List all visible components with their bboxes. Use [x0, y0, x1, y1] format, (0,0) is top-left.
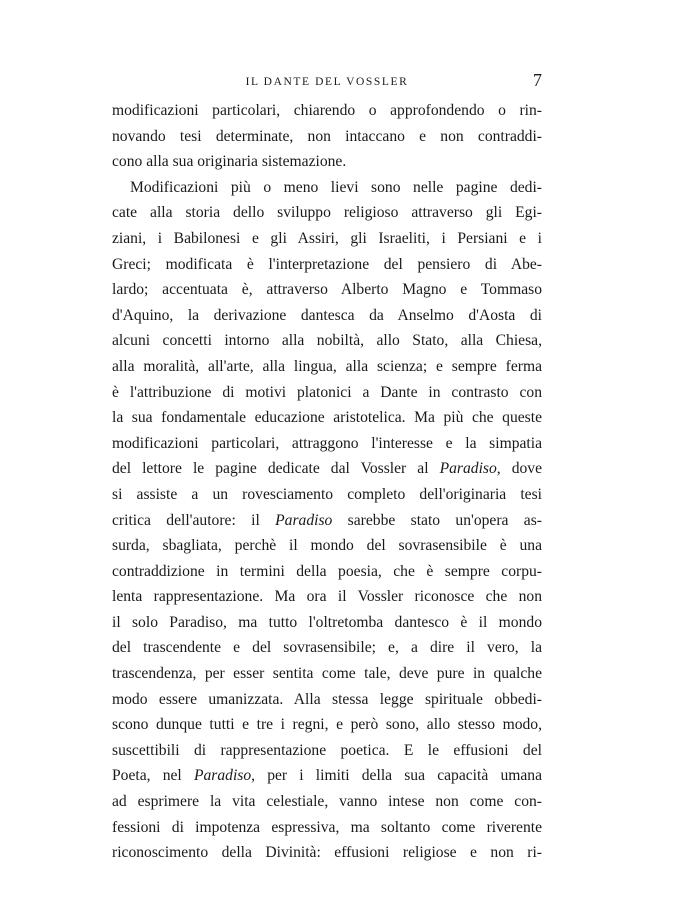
- text-segment: scono dunque tutti e tre i regni, e però sono, allo stesso modo,: [112, 716, 542, 734]
- text-segment: surda, sbagliata, perchè il mondo del sovrasensibile è una: [112, 537, 542, 555]
- text-segment: trascendenza, per esser sentita come tale, deve pure in qualche: [112, 665, 542, 683]
- italic-title: Paradiso: [275, 511, 333, 529]
- text-segment: suscettibili di rappresentazione poetica. E le effusioni del: [112, 741, 542, 759]
- text-segment: cate alla storia dello sviluppo religioso attraverso gli Egi-: [112, 204, 542, 222]
- page-header: [112, 70, 542, 94]
- text-line: [112, 354, 542, 380]
- text-line: [112, 840, 542, 866]
- text-line: [112, 508, 542, 534]
- text-line: [112, 200, 542, 226]
- page-number: 7: [533, 70, 542, 90]
- text-line: [112, 303, 542, 329]
- text-segment: si assiste a un rovesciamento completo dell'originaria tesi: [112, 485, 542, 503]
- text-segment: del lettore le pagine dedicate dal Vossler al: [112, 460, 440, 478]
- text-line: [112, 738, 542, 764]
- italic-title: Paradiso: [193, 767, 252, 785]
- text-segment: , per i limiti della sua capacità umana: [251, 767, 542, 785]
- text-line: [112, 763, 542, 789]
- text-line: [112, 226, 542, 252]
- text-line: [112, 124, 542, 150]
- text-segment: del trascendente e del sovrasensibile; e, a dire il vero, la: [112, 639, 542, 657]
- text-segment: sarebbe stato un'opera as-: [332, 511, 542, 529]
- text-segment: lardo; accentuata è, attraverso Alberto Magno e Tommaso: [112, 281, 542, 299]
- text-segment: critica dell'autore: il: [112, 511, 276, 529]
- text-line: [112, 380, 542, 406]
- text-segment: è l'attribuzione di motivi platonici a Dante in contrasto con: [112, 383, 542, 401]
- text-segment: riconoscimento della Divinità: effusioni religiose e non ri-: [112, 844, 542, 862]
- text-line: [112, 712, 542, 738]
- text-segment: novando tesi determinate, non intaccano e non contraddi-: [112, 127, 542, 145]
- text-line: [112, 789, 542, 815]
- text-segment: Modificazioni più o meno lievi sono nelle pagine dedi-: [130, 178, 542, 196]
- text-line: [112, 328, 542, 354]
- text-line: [112, 277, 542, 303]
- text-segment: fessioni di impotenza espressiva, ma soltanto come riverente: [112, 818, 542, 836]
- text-line: [112, 559, 542, 585]
- running-title: IL DANTE DEL VOSSLER: [245, 76, 409, 88]
- text-line: [112, 661, 542, 687]
- text-line: [112, 635, 542, 661]
- text-segment: Greci; modificata è l'interpretazione del pensiero di Abe-: [112, 255, 542, 273]
- text-line: [112, 456, 542, 482]
- text-segment: contraddizione in termini della poesia, che è sempre corpu-: [112, 562, 542, 580]
- text-line: [112, 252, 542, 278]
- text-line: [112, 482, 542, 508]
- text-line: [112, 98, 542, 124]
- text-line: [112, 175, 542, 201]
- text-segment: modificazioni particolari, attraggono l'interesse e la simpatia: [112, 434, 542, 452]
- text-line: [112, 610, 542, 636]
- text-segment: ad esprimere la vita celestiale, vanno intese non come con-: [112, 793, 542, 811]
- text-segment: il solo Paradiso, ma tutto l'oltretomba dantesco è il mondo: [112, 613, 542, 631]
- text-line: [112, 687, 542, 713]
- text-segment: lenta rappresentazione. Ma ora il Vossler riconosce che non: [112, 588, 542, 606]
- text-line: [112, 815, 542, 841]
- text-segment: alcuni concetti intorno alla nobiltà, allo Stato, alla Chiesa,: [112, 332, 542, 350]
- text-line: [112, 149, 542, 175]
- italic-title: Paradiso: [439, 460, 497, 478]
- text-line: [112, 533, 542, 559]
- text-line: [112, 584, 542, 610]
- text-segment: , dove: [496, 460, 542, 478]
- text-line: [112, 431, 542, 457]
- body-text: [112, 98, 542, 866]
- text-segment: d'Aquino, la derivazione dantesca da Anselmo d'Aosta di: [112, 306, 542, 324]
- text-segment: Poeta, nel: [112, 767, 194, 785]
- text-segment: modo essere umanizzata. Alla stessa legge spirituale obbedi-: [112, 690, 542, 708]
- text-segment: alla moralità, all'arte, alla lingua, alla scienza; e sempre ferma: [112, 357, 542, 375]
- text-segment: ziani, i Babilonesi e gli Assiri, gli Israeliti, i Persiani e i: [112, 229, 542, 247]
- text-segment: modificazioni particolari, chiarendo o approfondendo o rin-: [112, 102, 542, 119]
- text-line: [112, 405, 542, 431]
- text-segment: la sua fondamentale educazione aristotelica. Ma più che queste: [112, 409, 542, 427]
- text-segment: cono alla sua originaria sistemazione.: [112, 153, 347, 171]
